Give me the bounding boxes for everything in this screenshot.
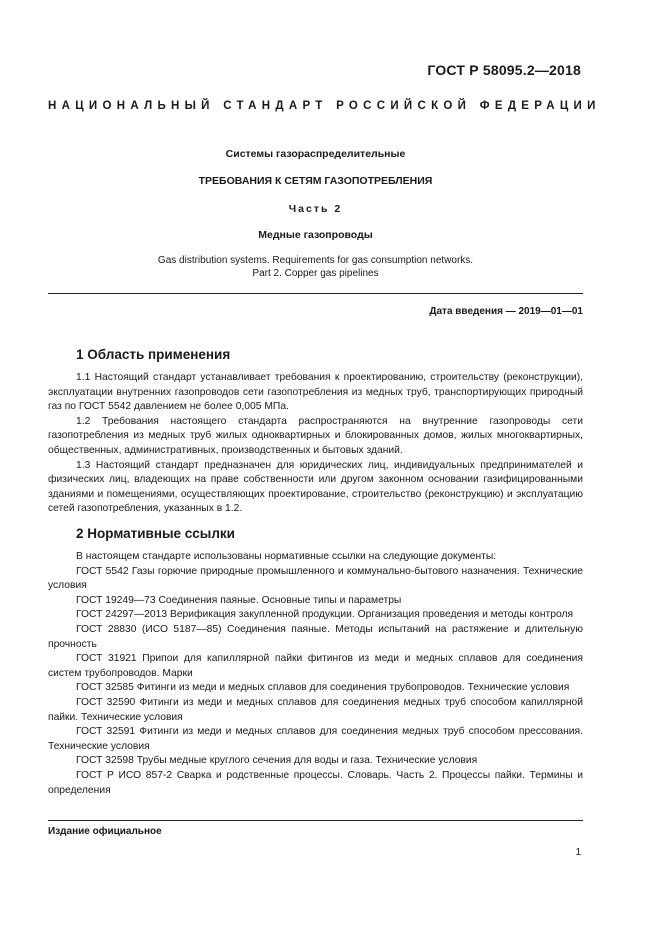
header-divider [48, 293, 583, 294]
section-2-heading: 2 Нормативные ссылки [76, 526, 235, 541]
national-standard-title: НАЦИОНАЛЬНЫЙ СТАНДАРТ РОССИЙСКОЙ ФЕДЕРАЦИИ [48, 100, 601, 112]
paragraph: 1.3 Настоящий стандарт предназначен для юридических лиц, индивидуальных предпринимателей и физических лиц, владеющих на праве собственности или другом законном основании газифицированными зданиями и помещениями, осуществляющих проектирование, строительство (реконструкцию) и эксплуатацию сетей газопотребления, указанных в 1.2. [48, 459, 583, 515]
reference-item: ГОСТ 19249—73 Соединения паяные. Основные типы и параметры [76, 594, 402, 606]
reference-item: ГОСТ 24297—2013 Верификация закупленной продукции. Организация проведения и методы контроля [76, 609, 574, 621]
section-2-body [48, 550, 583, 798]
footer-divider [48, 820, 583, 821]
title-line-4: Медные газопроводы [258, 229, 373, 241]
reference-item: ГОСТ Р ИСО 857-2 Сварка и родственные процессы. Словарь. Часть 2. Процессы пайки. Термины и определения [48, 769, 583, 796]
title-part: Часть 2 [288, 203, 343, 215]
reference-item: ГОСТ 32591 Фитинги из меди и медных сплавов для соединения медных труб способом прессования. Технические условия [48, 726, 583, 752]
standard-code: ГОСТ Р 58095.2—2018 [427, 62, 581, 78]
title-line-2: ТРЕБОВАНИЯ К СЕТЯМ ГАЗОПОТРЕБЛЕНИЯ [198, 175, 433, 187]
section-1-heading: 1 Область применения [76, 347, 231, 362]
intro-date: Дата введения — 2019—01—01 [429, 306, 583, 317]
reference-item: ГОСТ 5542 Газы горючие природные промышленного и коммунально-бытового назначения. Технические условия [48, 565, 583, 592]
paragraph: В настоящем стандарте использованы нормативные ссылки на следующие документы: [76, 551, 497, 562]
english-title-line-2: Part 2. Copper gas pipelines [252, 268, 379, 279]
english-title-line-1: Gas distribution systems. Requirements for gas consumption networks. [157, 255, 474, 266]
reference-item: ГОСТ 32585 Фитинги из меди и медных сплавов для соединения трубопроводов. Технические условия [76, 682, 570, 694]
reference-item: ГОСТ 31921 Припои для капиллярной пайки фитингов из меди и медных сплавов для соединения систем трубопроводов. Марки [48, 653, 583, 679]
section-1-body [48, 371, 583, 517]
reference-item: ГОСТ 32590 Фитинги из меди и медных сплавов для соединения медных труб способом капиллярной пайки. Технические условия [48, 696, 583, 723]
publication-note: Издание официальное [48, 826, 162, 837]
reference-item: ГОСТ 28830 (ИСО 5187—85) Соединения паяные. Методы испытаний на растяжение и длительную прочность [48, 623, 583, 650]
title-line-1: Системы газораспределительные [225, 148, 406, 160]
page-number: 1 [575, 847, 581, 858]
reference-item: ГОСТ 32598 Трубы медные круглого сечения для воды и газа. Технические условия [76, 755, 478, 767]
paragraph: 1.2 Требования настоящего стандарта распространяются на внутренние газопроводы сети газопотребления из медных труб жилых одноквартирных и блокированных домов, жилых многоквартирных, общественных, административных, производственных и бытовых зданий. [48, 415, 583, 456]
paragraph: 1.1 Настоящий стандарт устанавливает требования к проектированию, строительству (реконструкции), эксплуатации внутренних газопроводов сети газопотребления из медных труб, транспортирующих природный газ по ГОСТ 5542 давлением не более 0,005 МПа. [48, 372, 583, 413]
